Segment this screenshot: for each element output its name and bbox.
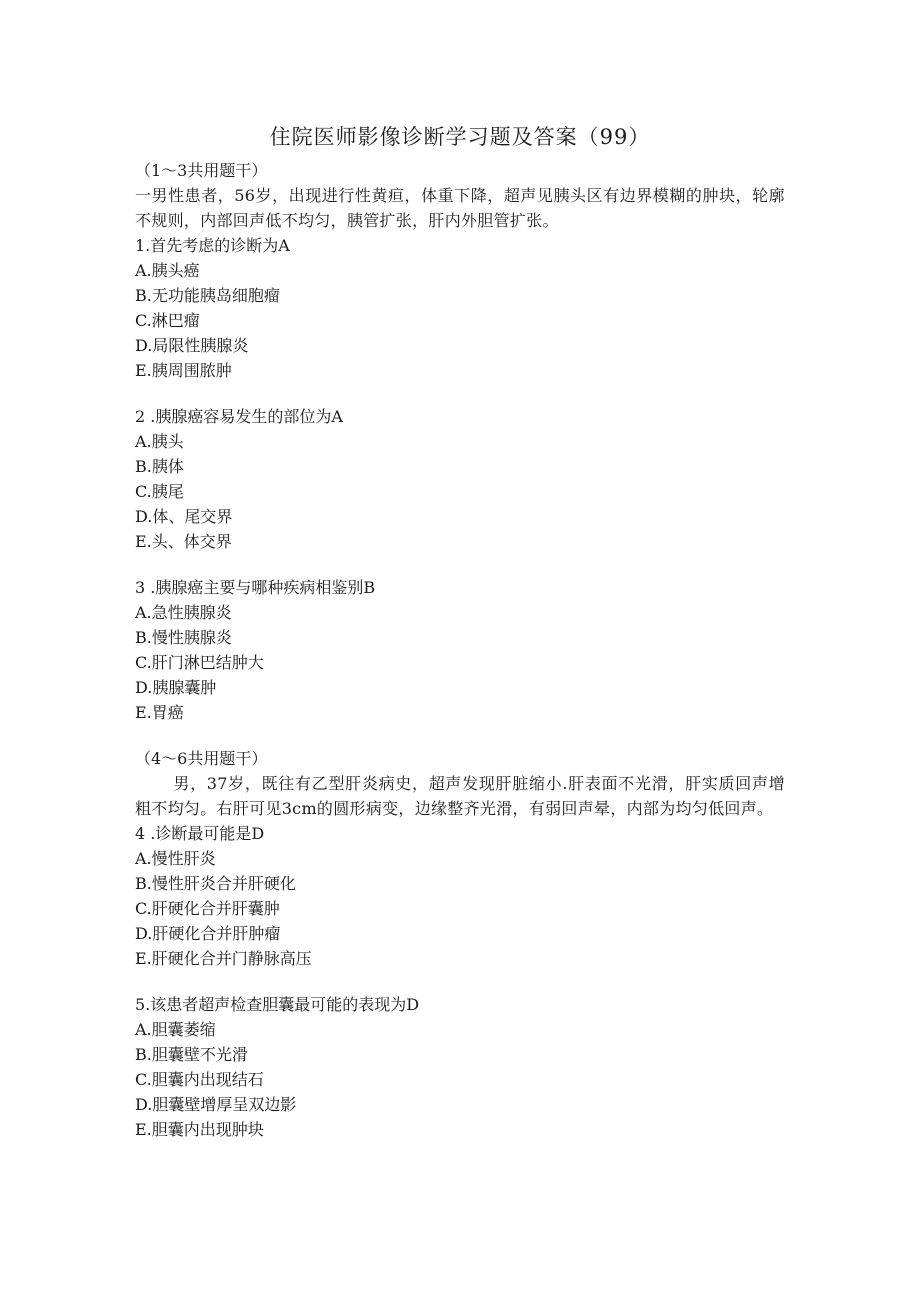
option-a: A.慢性肝炎: [135, 849, 216, 868]
option-b: B.无功能胰岛细胞瘤: [135, 286, 280, 305]
option-b: B.慢性胰腺炎: [135, 628, 232, 647]
option-b: B.胆囊壁不光滑: [135, 1045, 248, 1064]
option-c: C.胰尾: [135, 482, 184, 501]
option-d: D.胰腺囊肿: [135, 678, 217, 697]
question-text: 5.该患者超声检查胆囊最可能的表现为D: [135, 995, 420, 1014]
group-header: （1～3共用题干）: [135, 161, 268, 180]
question-text: 2 .胰腺癌容易发生的部位为A: [135, 407, 343, 426]
option-d: D.肝硬化合并肝肿瘤: [135, 924, 281, 943]
question-stem: 男，37岁，既往有乙型肝炎病史，超声发现肝脏缩小.肝表面不光滑，肝实质回声增粗不均匀。右肝可见3cm的圆形病变，边缘整齐光滑，有弱回声晕，内部为均匀低回声。: [135, 774, 785, 818]
question-text: 4 .诊断最可能是D: [135, 824, 265, 843]
option-e: E.头、体交界: [135, 532, 232, 551]
document-body: [135, 158, 785, 1142]
option-e: E.胃癌: [135, 703, 184, 722]
option-c: C.肝门淋巴结肿大: [135, 653, 264, 672]
option-b: B.胰体: [135, 457, 184, 476]
spacer: [135, 383, 785, 404]
option-a: A.胰头: [135, 432, 184, 451]
option-d: D.体、尾交界: [135, 507, 233, 526]
option-b: B.慢性肝炎合并肝硬化: [135, 874, 296, 893]
spacer: [135, 554, 785, 575]
option-d: D.胆囊壁增厚呈双边影: [135, 1095, 297, 1114]
option-c: C.胆囊内出现结石: [135, 1070, 264, 1089]
option-a: A.急性胰腺炎: [135, 603, 232, 622]
option-d: D.局限性胰腺炎: [135, 336, 249, 355]
document-title: 住院医师影像诊断学习题及答案（99）: [269, 125, 651, 149]
group-header: （4～6共用题干）: [135, 749, 268, 768]
option-c: C.肝硬化合并肝囊肿: [135, 899, 280, 918]
option-e: E.胆囊内出现肿块: [135, 1120, 264, 1139]
option-e: E.胰周围脓肿: [135, 361, 232, 380]
question-text: 3 .胰腺癌主要与哪种疾病相鉴别B: [135, 578, 376, 597]
option-e: E.肝硬化合并门静脉高压: [135, 949, 312, 968]
option-c: C.淋巴瘤: [135, 311, 200, 330]
question-text: 1.首先考虑的诊断为A: [135, 236, 290, 255]
question-stem: 一男性患者，56岁，出现进行性黄疸，体重下降，超声见胰头区有边界模糊的肿块，轮廓不规则，内部回声低不均匀，胰管扩张，肝内外胆管扩张。: [135, 186, 785, 230]
option-a: A.胰头癌: [135, 261, 200, 280]
spacer: [135, 725, 785, 746]
spacer: [135, 971, 785, 992]
option-a: A.胆囊萎缩: [135, 1020, 216, 1039]
